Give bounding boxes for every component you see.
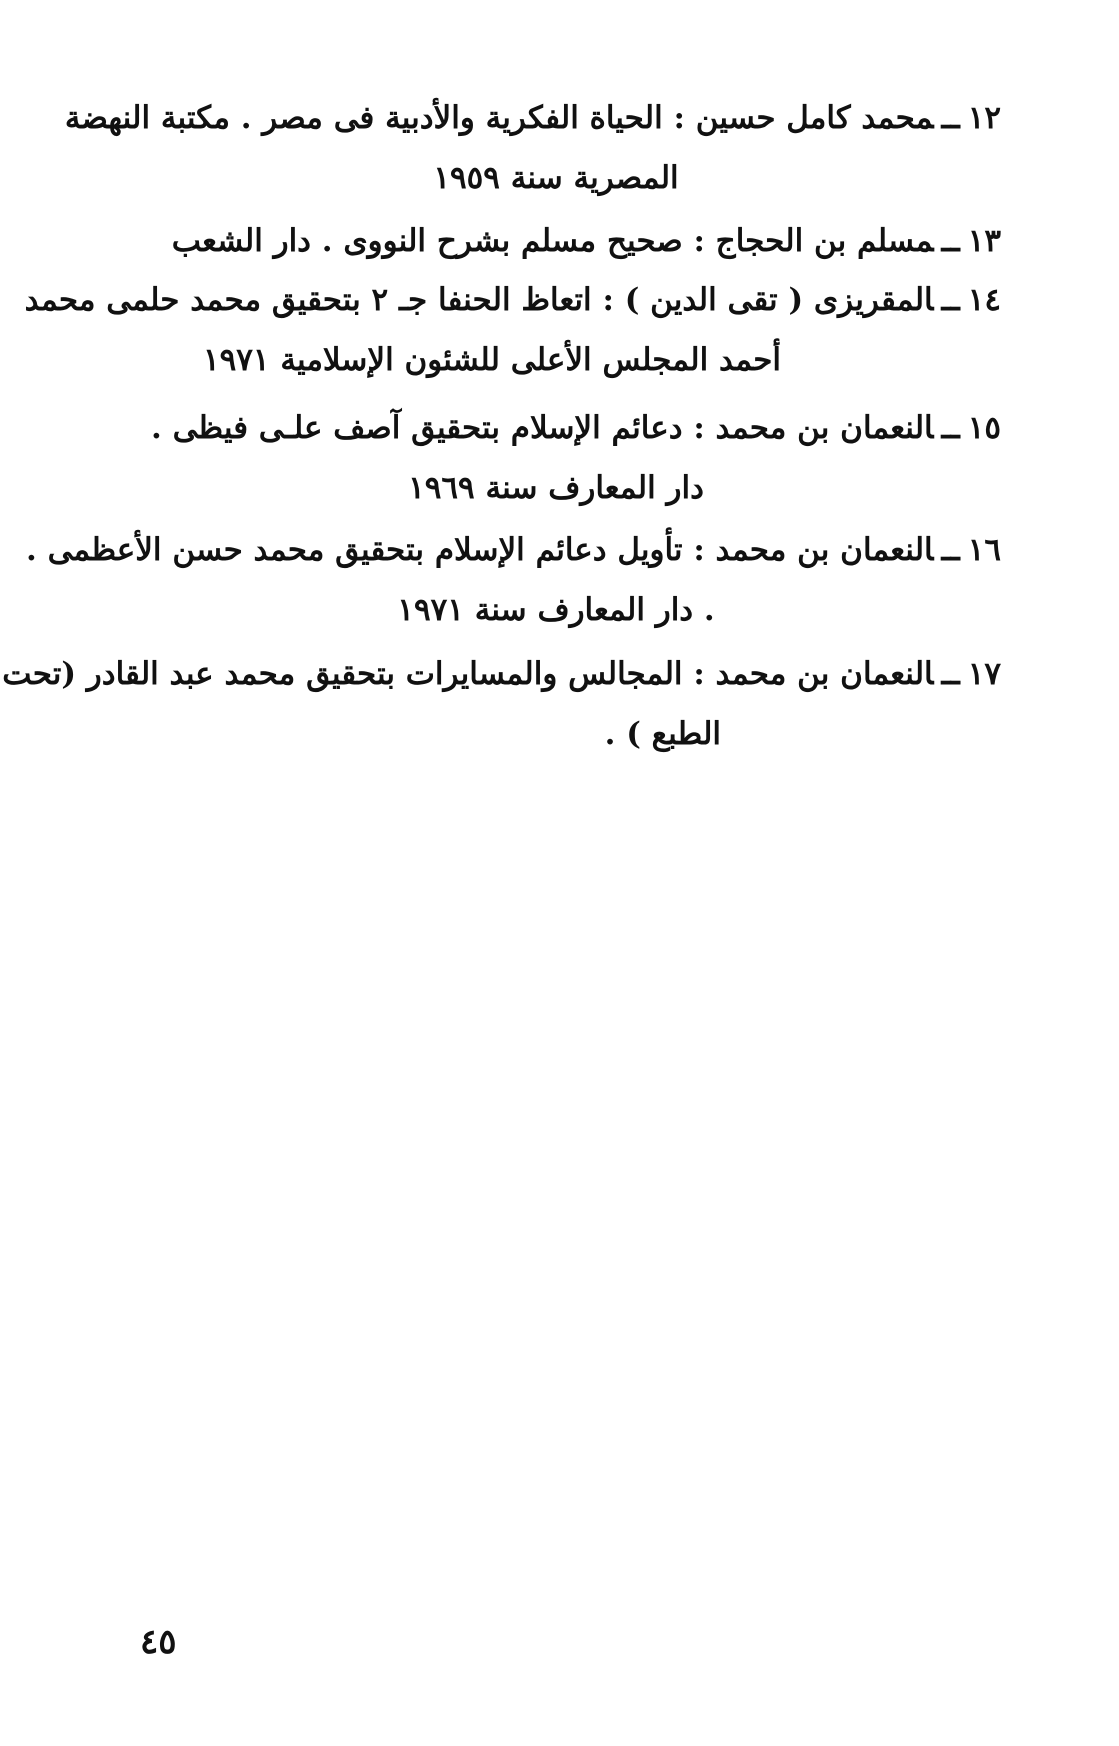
entry-number: ١٥ (967, 410, 1001, 446)
bibliography-entry-17 (2, 644, 1001, 764)
entry-line-2: . دار المعارف سنة ١٩٧١ (397, 592, 715, 628)
entry-line-1 (111, 398, 1001, 458)
entry-line-1 (25, 520, 1001, 580)
entry-dash: ــ (941, 223, 960, 259)
entry-text: المقريزى ( تقى الدين ) : اتعاظ الحنفا جـ ٢ بتحقيق محمد حلمى محمد (24, 282, 934, 318)
bibliography-entry-12 (64, 88, 1001, 208)
entry-line-2: الطبع ) . (604, 716, 721, 752)
page-number: ٤٥ (140, 1622, 177, 1662)
entry-line-1 (2, 644, 1001, 704)
entry-line-2: دار المعارف سنة ١٩٦٩ (408, 470, 704, 506)
entry-text: النعمان بن محمد : دعائم الإسلام بتحقيق آصف علـى فيظى . (150, 410, 934, 446)
entry-number: ١٣ (967, 223, 1001, 259)
entry-number: ١٤ (967, 282, 1001, 318)
entry-text: النعمان بن محمد : المجالس والمسايرات بتحقيق محمد عبد القادر (تحت (2, 656, 934, 692)
entry-dash: ــ (941, 656, 960, 692)
entry-line-2: المصرية سنة ١٩٥٩ (433, 160, 679, 196)
entry-text: النعمان بن محمد : تأويل دعائم الإسلام بتحقيق محمد حسن الأعظمى . (25, 532, 934, 568)
entry-line-1 (111, 211, 1001, 271)
entry-dash: ــ (941, 282, 960, 318)
entry-line-1 (24, 270, 1001, 330)
bibliography-entry-16 (25, 520, 1001, 640)
entry-number: ١٦ (967, 532, 1001, 568)
entry-line-2: أحمد المجلس الأعلى للشئون الإسلامية ١٩٧١ (202, 342, 781, 378)
bibliography-entry-13 (111, 211, 1001, 271)
bibliography-entry-14 (24, 270, 1001, 390)
entry-dash: ــ (941, 100, 960, 136)
entry-text: مسلم بن الحجاج : صحيح مسلم بشرح النووى . دار الشعب (171, 223, 934, 259)
entry-number: ١٧ (967, 656, 1001, 692)
entry-text: محمد كامل حسين : الحياة الفكرية والأدبية فى مصر . مكتبة النهضة (64, 100, 934, 136)
entry-number: ١٢ (967, 100, 1001, 136)
bibliography-entry-15 (111, 398, 1001, 518)
entry-line-1 (64, 88, 1001, 148)
entry-dash: ــ (941, 532, 960, 568)
entry-dash: ــ (941, 410, 960, 446)
